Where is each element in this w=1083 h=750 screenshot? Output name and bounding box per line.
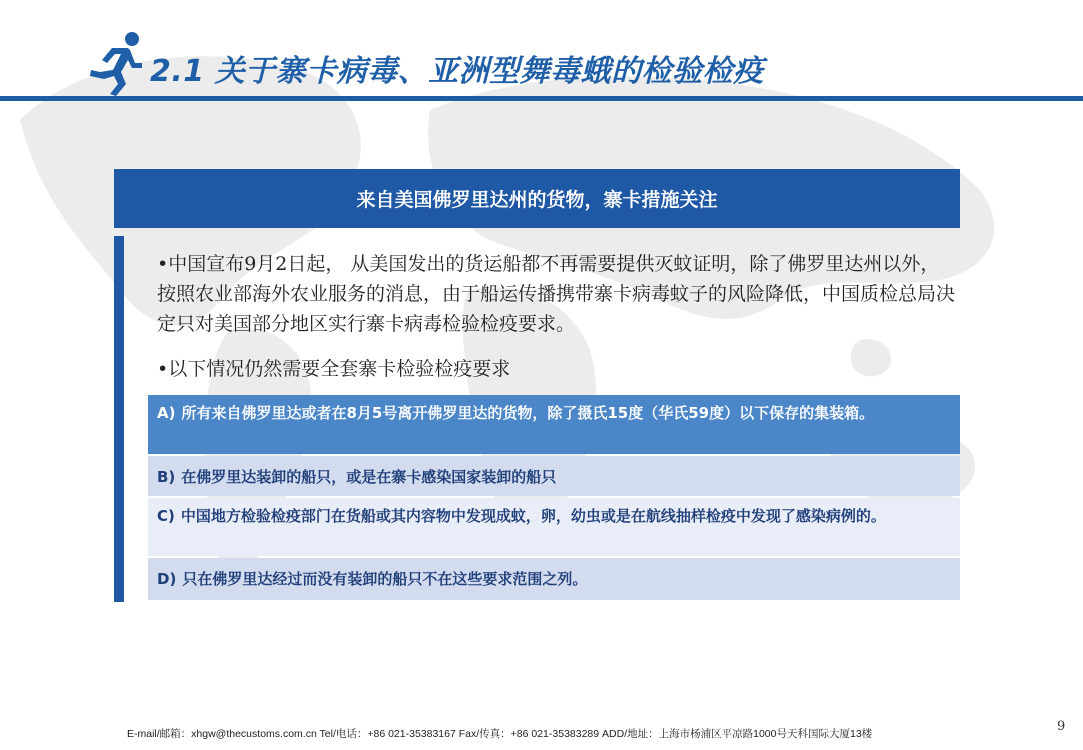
requirement-item-b	[148, 456, 960, 496]
requirement-text: 在佛罗里达装卸的船只，或是在寨卡感染国家装卸的船只	[181, 468, 557, 486]
footer-contact: E-mail/邮箱：xhgw@thecustoms.com.cn Tel/电话：+86 021-35383167 Fax/传真：+86 021-35383289 ADD/地址：上海市杨浦区平凉路1000号天科国际大厦13楼	[127, 728, 873, 740]
bullet-paragraph-2: •以下情况仍然需要全套寨卡检验检疫要求	[157, 358, 511, 380]
section-number: 2.1	[150, 54, 205, 89]
requirement-text: 中国地方检验检疫部门在货船或其内容物中发现成蚊，卵，幼虫或是在航线抽样检疫中发现了感染病例的。	[180, 507, 886, 525]
page-number: 9	[1057, 719, 1066, 734]
requirement-letter: D)	[157, 570, 177, 588]
title-label: 关于寨卡病毒、亚洲型舞毒蛾的检验检疫	[214, 54, 764, 89]
requirement-letter: A)	[157, 404, 176, 422]
requirement-letter: B)	[157, 468, 176, 486]
running-man-icon	[88, 30, 146, 96]
requirement-text: 只在佛罗里达经过而没有装卸的船只不在这些要求范围之列。	[182, 570, 588, 588]
requirements-list	[148, 395, 960, 602]
title-divider	[0, 96, 1083, 101]
slide-title-bar	[0, 30, 1083, 102]
bullet-paragraph-1: •中国宣布9月2日起， 从美国发出的货运船都不再需要提供灭蚊证明，除了佛罗里达州以外，按照农业部海外农业服务的消息，由于船运传播携带寨卡病毒蚊子的风险降低，中国质检总局决定只对美国部分地区实行寨卡病毒检验检疫要求。	[157, 253, 956, 335]
card-accent-bar	[114, 236, 124, 602]
requirement-item-a	[148, 395, 960, 454]
requirement-text: 所有来自佛罗里达或者在8月5号离开佛罗里达的货物，除了摄氏15度（华氏59度）以下保存的集装箱。	[181, 404, 875, 422]
card-header: 来自美国佛罗里达州的货物，寨卡措施关注	[114, 169, 960, 228]
requirement-item-d	[148, 558, 960, 600]
page-title	[150, 46, 764, 90]
requirement-item-c	[148, 498, 960, 556]
requirement-letter: C)	[157, 507, 175, 525]
